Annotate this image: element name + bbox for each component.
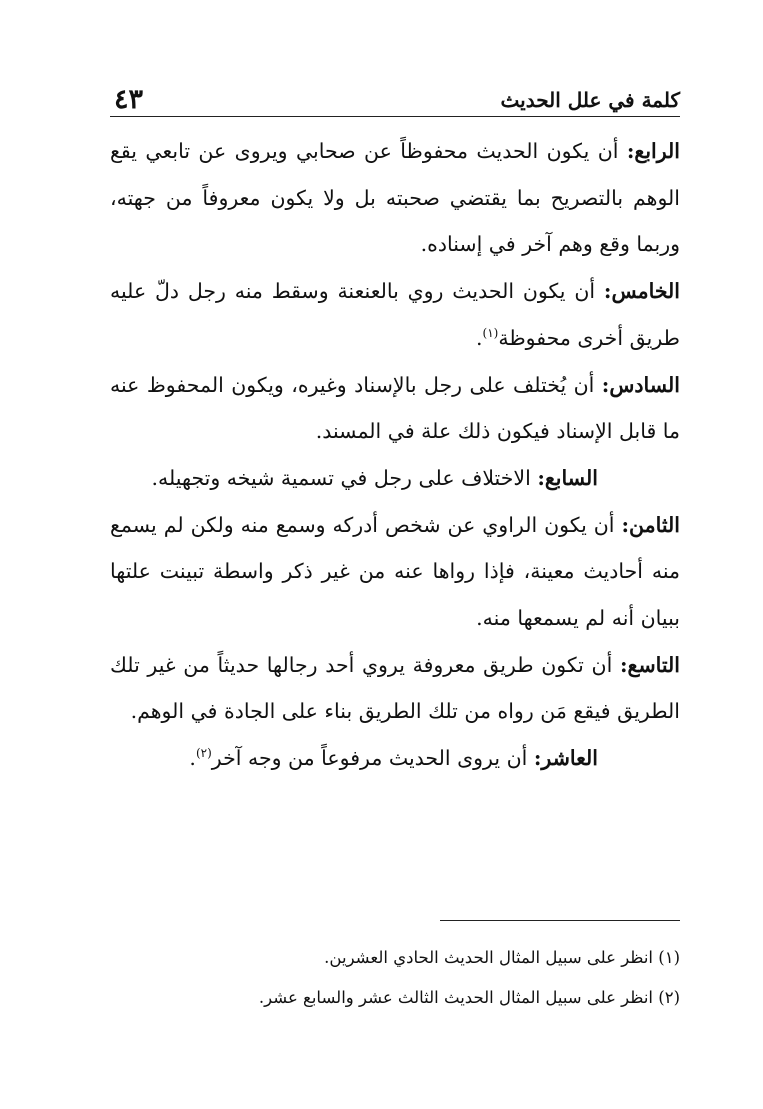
footnotes <box>110 938 680 1018</box>
term-seventh: السابع: <box>537 465 598 490</box>
footnote-ref: (١) <box>482 325 499 340</box>
footnote-2: (٢) انظر على سبيل المثال الحديث الثالث عشر والسابع عشر. <box>258 988 680 1007</box>
punctuation: . <box>189 746 196 771</box>
paragraph-tenth <box>110 735 680 782</box>
running-title: كلمة في علل الحديث <box>500 88 680 112</box>
paragraph-text: أن يروى الحديث مرفوعاً من وجه آخر <box>211 746 534 771</box>
paragraph-sixth <box>110 362 680 455</box>
paragraph-fifth <box>110 268 680 361</box>
term-tenth: العاشر: <box>533 746 598 771</box>
paragraph-text: أن يكون الحديث روي بالعنعنة وسقط منه رجل دلّ عليه طريق أخرى محفوظة <box>110 279 680 350</box>
footnote-divider <box>440 920 680 921</box>
term-eighth: الثامن: <box>621 512 680 537</box>
term-fourth: الرابع: <box>626 139 680 163</box>
page-header <box>110 84 680 116</box>
main-text <box>110 128 680 782</box>
footnote-1: (١) انظر على سبيل المثال الحديث الحادي العشرين. <box>324 948 680 967</box>
paragraph-fourth <box>110 128 680 268</box>
header-divider <box>110 116 680 117</box>
page-number: ٤٣ <box>114 84 144 115</box>
footnote-ref: (٢) <box>195 746 212 761</box>
term-fifth: الخامس: <box>603 279 680 304</box>
punctuation: . <box>475 325 483 350</box>
paragraph-text: أن يكون الحديث محفوظاً عن صحابي ويروى عن تابعي يقع الوهم بالتصريح بما يقتضي صحبته بل ولا يكون معروفاً من جهته، وربما وقع وهم آخر في إسناده. <box>110 139 680 257</box>
paragraph-text: الاختلاف على رجل في تسمية شيخه وتجهيله. <box>151 465 538 490</box>
paragraph-text: أن يكون الراوي عن شخص أدركه وسمع منه ولكن لم يسمع منه أحاديث معينة، فإذا رواها عنه من غير ذكر واسطة تبينت علتها ببيان أنه لم يسمعها منه. <box>110 512 680 631</box>
term-ninth: التاسع: <box>619 652 680 677</box>
paragraph-text: أن يُختلف على رجل بالإسناد وغيره، ويكون المحفوظ عنه ما قابل الإسناد فيكون ذلك علة في المسند. <box>110 372 680 444</box>
paragraph-text: أن تكون طريق معروفة يروي أحد رجالها حديثاً من غير تلك الطريق فيقع مَن رواه من تلك الطريق بناء على الجادة في الوهم. <box>110 652 680 724</box>
paragraph-ninth <box>110 642 680 735</box>
paragraph-eighth <box>110 502 680 642</box>
paragraph-seventh <box>110 455 680 502</box>
term-sixth: السادس: <box>601 372 680 397</box>
